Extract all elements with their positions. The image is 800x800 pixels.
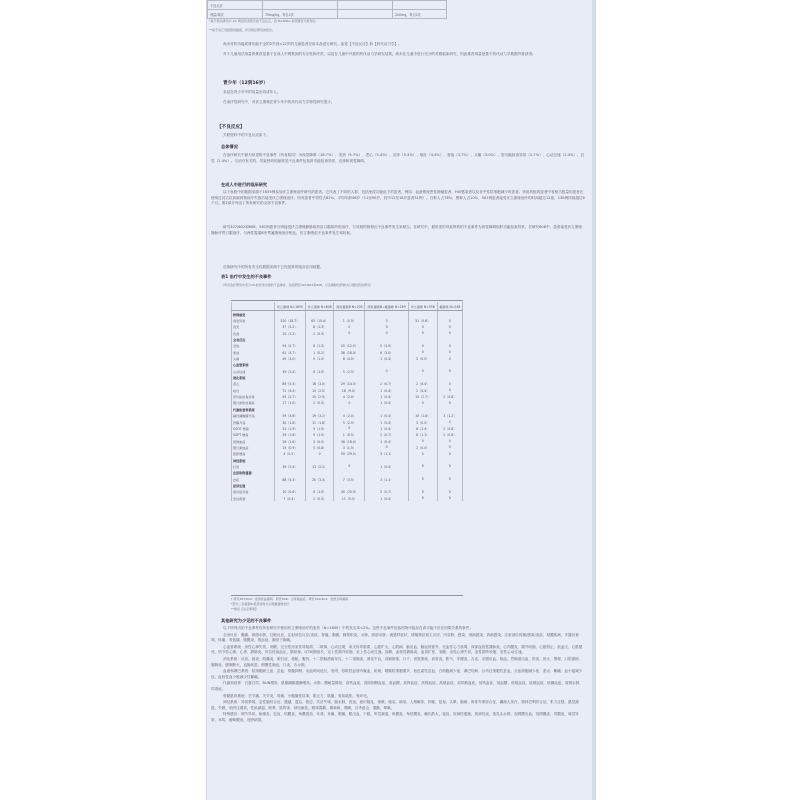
table-cell: 6（1.0） — [305, 489, 334, 495]
table-cell: 63（10.4） — [305, 317, 334, 323]
table-cell: 72（4.4） — [275, 387, 306, 393]
table-cell: 1（0.4） — [365, 400, 408, 406]
table-cell: 1（0.4） — [365, 387, 408, 393]
section-label: 神经系统 — [232, 457, 275, 463]
section-label: 特殊感觉 — [232, 311, 275, 318]
table-cell: 0 — [437, 355, 462, 361]
row-label: 低钾血症 — [232, 438, 275, 444]
section-heading: 【不良反应】 — [217, 125, 245, 130]
section-label: 消化系统 — [232, 374, 275, 380]
table-cell — [275, 311, 306, 318]
table-cell: 0 — [365, 324, 408, 330]
footnote: **基于其它剂量组的数据，详见相应研究的报告。 — [209, 28, 276, 32]
table-cell: 0 — [437, 324, 462, 330]
table-cell: 2（0.8） — [437, 425, 462, 431]
table-row: 不良反应 — [208, 1, 447, 10]
row-label: 恶心 — [232, 381, 275, 387]
section-label: 皮肤和附属器 — [232, 470, 275, 476]
row-label: 头痛 — [232, 355, 275, 361]
table-cell: 6（1.0） — [305, 368, 334, 374]
table-cell: 59（29.5） — [334, 451, 365, 457]
table-cell: 59（3.6） — [275, 413, 306, 419]
paragraph: 对于儿童用法用量的推荐是基于在成人中观察到的安全性和疗效，以及在儿童中开展的药代动力学研究结果。尚未在儿童中进行充分的对照临床研究，因此推荐剂量是基于药代动力学数据外推获得。 — [223, 52, 536, 56]
table-cell: 5（2.5） — [334, 419, 365, 425]
subheading: 在成人中进行的临床研究 — [221, 182, 268, 187]
section-label: 心血管系统 — [232, 362, 275, 368]
table-row — [232, 495, 463, 501]
other-events-block — [211, 626, 585, 725]
table-cell: 9（1.5） — [305, 425, 334, 431]
table-cell: 0 — [408, 489, 437, 495]
table-cell: 3（1.1） — [365, 451, 408, 457]
paragraph: 关联资料中的不良反应如下。 — [223, 133, 270, 137]
table-cell: 0 — [437, 368, 462, 374]
row-label: 呕吐 — [232, 387, 275, 393]
table-cell: 0 — [408, 343, 437, 349]
row-label: 发热 — [232, 343, 275, 349]
table-cell: 0 — [334, 463, 365, 469]
table-cell — [305, 311, 334, 318]
subheading: 总体情况 — [221, 144, 238, 149]
table-cell: 2（0.4） — [408, 444, 437, 450]
row-label: SGPT 增高 — [232, 432, 275, 438]
table-cell: 20（1.2） — [275, 330, 306, 336]
paragraph: 消化系统：厌食，唇炎，胆囊炎，胆石症，便秘，腹泻，十二指肠溃疡穿孔，十二指肠炎，消化不良，吞咽困难，口干，食管溃疡，食管炎，胀气，牙龈炎，舌炎，牙龈出血，呕血，胃肠道出血，肝炎，肝大，黑便，口腔溃疡，胰腺炎，腮腺肿大，直肠疾患，假膜性肠炎，口炎，舌水肿。 — [211, 656, 583, 667]
row-label: 肌酐增高 — [232, 451, 275, 457]
table-header-cell: 两性霉素B→氟康唑 N=269 — [365, 302, 408, 311]
table-cell: 18（9.0） — [334, 387, 365, 393]
row-label: 碱性磷酸酶升高 — [232, 413, 275, 419]
table-cell: 15（2.7） — [408, 393, 437, 399]
table-cell: 1（0.4） — [365, 413, 408, 419]
table-cell: 29（14.5） — [334, 381, 365, 387]
table-cell — [365, 311, 408, 318]
row-label: 急性肾衰 — [232, 495, 275, 501]
table-note: （所有治疗研究中至少1%的患者出现的不良事件，包括研究307/602和608，以及静脉给药转为口服给药的研究） — [221, 283, 373, 287]
table-cell: 25（12.5） — [334, 343, 365, 349]
row-label: 皮疹 — [232, 476, 275, 482]
table-cell: 2（0.8） — [437, 393, 462, 399]
paragraph: 研究307/602和608，561例患者分别接受伏立康唑静脉给药及口服给药的治疗，与对照药物相比不良事件发生率相当。在研究中，最常见的导致停药的不良事件为视觉障碍和肝功能检查异常。在研究608中，患者接受伏立康唑静脉序贯口服治疗，与两性霉素B序贯氟康唑治疗相比，伏立康唑组不良事件发生率较低。 — [211, 225, 582, 235]
table-cell: 15（2.5） — [305, 387, 334, 393]
table-cell: 89（5.4） — [275, 381, 306, 387]
table-cell: 0 — [437, 381, 462, 387]
table-cell: 0 — [437, 400, 462, 406]
table-cell: 8（4.0） — [334, 355, 365, 361]
row-label: 心动过速 — [232, 368, 275, 374]
table-cell: 88（5.3） — [275, 476, 306, 482]
table-cell: 0 — [408, 451, 437, 457]
section-label: 代谢和营养系统 — [232, 406, 275, 412]
document-page — [206, 0, 596, 800]
paragraph: 神经系统：异常梦境，急性脑综合征，激越，遗忘，焦虑，共济失调，脑水肿，昏迷，意识错乱，惊厥，谵妄，痴呆，人格解体，抑郁，复视，头晕，脑病，锥体外系综合征，癫痫大发作，格林巴利综合征，张力过强，感觉减退，失眠，颅内压增高，性欲减退，眩晕，肌阵挛，神经病变，眼球震颤，精神病，嗜睡，自杀意念，震颤，晕厥。 — [211, 700, 579, 710]
table-cell: 9（1.5） — [305, 432, 334, 438]
table-cell: 4（2.0） — [334, 413, 365, 419]
table-cell: 40（20.0） — [334, 489, 365, 495]
table-cell: 0 — [437, 476, 462, 482]
table-cell: 0 — [408, 349, 437, 355]
table-cell: 2（0.3） — [305, 495, 334, 501]
table-cell: 310（18.7） — [275, 317, 306, 323]
row-label: 肝酶升高 — [232, 419, 275, 425]
table-cell: 1（0.4） — [365, 463, 408, 469]
table-cell: 45（2.7） — [275, 393, 306, 399]
table-cell: 1（0.5） — [334, 317, 365, 323]
paragraph: 特殊感官：调节异常，睑缘炎，色盲，结膜炎，角膜混浊，耳聋，耳痛，眼痛，眼出血，干眼，听觉减退，角膜炎，角结膜炎，瞳孔散大，夜盲，视神经萎缩，视神经炎，视乳头水肿，视网膜出血，视网膜炎，巩膜炎，味觉异常，耳鸣，葡萄膜炎，视野缺损。 — [211, 712, 579, 722]
table-cell — [334, 311, 365, 318]
table-cell: 0 — [437, 349, 462, 355]
table-cell: 0 — [365, 330, 408, 336]
table-cell: 39（2.4） — [275, 368, 306, 374]
table-cell: 3（1.5） — [334, 444, 365, 450]
table-cell: 0 — [408, 330, 437, 336]
table-cell: 1（0.4） — [365, 438, 408, 444]
row-label: 胆汁淤积性黄疸 — [232, 400, 275, 406]
table-cell: 61（3.7） — [275, 349, 306, 355]
table-cell: 13（2.1） — [305, 463, 334, 469]
table-cell: 26（1.6） — [275, 438, 306, 444]
table-cell: 7（3.5） — [334, 476, 365, 482]
table-cell: 10（0.6） — [275, 489, 306, 495]
table-cell: 1（0.4） — [365, 419, 408, 425]
table-header-cell: 氟康唑 N=248 — [437, 302, 462, 311]
table-cell: 31（5.6） — [408, 317, 437, 323]
table-header-cell — [232, 302, 275, 311]
table-cell: 15（2.5） — [305, 393, 334, 399]
table-header-cell: 伏立康唑 N=608 — [305, 302, 334, 311]
table-cell: 7（0.4） — [275, 495, 306, 501]
table-cell: 0 — [437, 451, 462, 457]
table-cell: 36（18.0） — [334, 349, 365, 355]
paragraph: 心血管系统：房性心律失常，房颤，完全性房室传导阻滞，二联律，心动过缓，束支传导阻滞，心脏扩大，心肌病，脑出血，脑血管意外，充血性心力衰竭，深部血栓性静脉炎，心内膜炎，期外收缩，心脏停止，低血压，心肌梗死，结节性心律，心悸，静脉炎，体位性低血压，肺栓塞，QT间期延长，室上性期外收缩，室上性心动过速，昏厥，血栓性静脉炎，血管扩张，室颤，室性心律失常，室性期外收缩，室性心动过速。 — [211, 644, 583, 655]
table-footnote: *部分二性霉素B 组患者转为口服氟康唑治疗 — [231, 602, 290, 606]
table-cell: 9（1.5） — [305, 355, 334, 361]
table-cell: 8（3.0） — [365, 349, 408, 355]
table-cell: 0 — [408, 495, 437, 501]
table-cell: 29（1.8） — [275, 432, 306, 438]
table-header-cell: 伏立康唑 N=1655 — [275, 302, 306, 311]
paragraph: 骨骼肌肉系统：关节痛，关节炎，骨痛，小腿痛性痉挛，肌无力，肌痛，骨质疏松，骨坏死。 — [223, 693, 371, 698]
table-cell: 49（3.0） — [275, 355, 306, 361]
adverse-events-table — [231, 302, 463, 501]
row-label: 色视 — [232, 330, 275, 336]
table-cell: 10（1.8） — [408, 413, 437, 419]
table-cell: 0 — [365, 444, 408, 450]
table-cell: 8（1.3） — [305, 343, 334, 349]
table-cell: 1（0.4） — [365, 393, 408, 399]
table-cell: 0 — [437, 495, 462, 501]
table-cell: 2（0.4） — [408, 381, 437, 387]
table-cell: 1（0.2） — [305, 349, 334, 355]
paragraph: 全身反应：腹痛，颜面水肿，过敏反应，注射部位反应/炎症，背痛，胸痛，蜂窝织炎，水肿，面部水肿，流感样症状，移植物抗宿主反应，肉芽肿，感染，细菌感染，真菌感染，注射部位疼痛/感染/炎症，黏膜疾病，多器官衰竭，疼痛，骨盆痛，腹膜炎，败血症，胸骨下胸痛。 — [211, 632, 579, 643]
paragraph: 本品在青少年中的用量应同成年人。 — [223, 90, 281, 94]
table-cell: 0 — [437, 330, 462, 336]
table-cell: 2（0.7） — [365, 489, 408, 495]
paragraph: 血液和淋巴系统：粒细胞缺乏症，贫血，骨髓抑制，出血时间延长，发绀，弥散性血管内凝血，瘀斑，嗜酸粒细胞增多，低色素性贫血，白细胞减少症，淋巴结病，巨幼红细胞性贫血，全血细胞减少症，淤点，紫癜，血小板减少症，血栓性血小板减少性紫癜。 — [211, 669, 583, 679]
row-label: 畏光 — [232, 324, 275, 330]
table-cell: 2（0.3） — [305, 400, 334, 406]
table-cell: 4（0.2） — [275, 451, 306, 457]
table-cell: 0 — [408, 438, 437, 444]
table-cell: 0 — [437, 387, 462, 393]
paragraph: 在治疗性研究中，对伏立康唑在青少年中的药代动力学特性研究很少。 — [223, 100, 335, 104]
table-cell: 1（0.5） — [334, 432, 365, 438]
table-cell: 5（2.5） — [334, 368, 365, 374]
table-cell: 2（0.7） — [365, 432, 408, 438]
table-cell: 0 — [305, 451, 334, 457]
table-cell: 2（0.7） — [365, 381, 408, 387]
table-cell: 0 — [408, 368, 437, 374]
table-cell: 2（0.3） — [305, 330, 334, 336]
table-cell: 0 — [437, 489, 462, 495]
table-cell — [437, 311, 462, 318]
table-cell: 2（0.4） — [408, 387, 437, 393]
table-cell: 18（3.0） — [305, 381, 334, 387]
subheading: 其他研究为少见的不良事件 — [221, 618, 272, 623]
table-cell — [408, 311, 437, 318]
table-cell: 1（0.4） — [365, 495, 408, 501]
row-label: 肝功能检查异常 — [232, 393, 275, 399]
paragraph: 后续研究中的所有安全性数据来源于已经批准的临床应用数据。 — [223, 265, 324, 269]
table-cell: 3（1.2） — [437, 413, 462, 419]
table-cell: 5（1.9） — [365, 343, 408, 349]
section-label: 全身反应 — [232, 336, 275, 342]
table-cell: 0 — [334, 425, 365, 431]
section-heading: 青少年（12到16岁） — [223, 81, 268, 86]
row-label: 寒战 — [232, 349, 275, 355]
table-cell: 0 — [408, 476, 437, 482]
table-cell: 0 — [437, 343, 462, 349]
table-cell: 36（18.0） — [334, 438, 365, 444]
table-cell: 0 — [437, 419, 462, 425]
table-header-cell: 伏立康唑 N=556 — [408, 302, 437, 311]
table-title: 表1 治疗中发生的不良事件 — [221, 274, 272, 279]
table-cell: 1（0.4） — [365, 355, 408, 361]
table-cell: 0 — [408, 463, 437, 469]
table-cell: 3（1.1） — [365, 476, 408, 482]
table-cell: 39（2.4） — [275, 463, 306, 469]
table-cell: 94（5.7） — [275, 343, 306, 349]
paragraph: 以下表格中的数据来源于1655例参加伏立康唑治疗研究的患者。它代表了不同的人群，包括免疫功能低下的患者，例如：血液系统恶性肿瘤患者、HIV感染者以及非中性粒细胞减少的患者。该用药组的患者中有相当数量的患者在使用过其它抗真菌药物治疗失败后接受伏立康唑治疗。所有患者中男性占62%，平均年龄46岁（11至90岁，其中12至18岁患者51例）。白种人占78%，黑种人占10%，561例患者接受伏立康唑治疗的时间超过12周，136例持续超过6个月。第2部分列出了所有研究的全部不良事件。 — [211, 190, 585, 206]
paragraph: 代谢和营养：白蛋白尿，BUN增高，肌酸磷酸激酶增高，水肿，糖耐量降低，高钙血症，高胆固醇血症，高血糖，高钾血症，高镁血症，高钠血症，高尿酸血症，低钙血症，低血糖，低镁血症，低钠血症，低磷血症，周围水肿，尿毒症。 — [211, 681, 583, 691]
table-cell: 8（1.4） — [408, 425, 437, 431]
paragraph: 在治疗研究中最为常见的不良事件（所有原因）为视觉障碍（18.7%）、发热（5.7%）、恶心（5.4%）、皮疹（5.3%）、呕吐（4.4%）、寒战（3.7%）、头痛（3.0%）、肝功能检查异常（2.7%）、心动过速（2.4%）、幻觉（2.4%）。与治疗有关的、导致停药的最常见不良事件包括肝功能检查异常、皮疹和视觉障碍。 — [211, 153, 585, 163]
table-cell: 1（0.4） — [365, 425, 408, 431]
table-cell: 20（3.3） — [305, 476, 334, 482]
section-label: 泌尿生殖 — [232, 482, 275, 488]
table-cell: 0 — [334, 400, 365, 406]
paragraph: 尚未对肝功能或肾功能不全的2岁到<12岁的儿童患者应用本品进行研究。参见【不良反应】和【药代动力学】。 — [223, 42, 402, 46]
table-cell: 3（0.5） — [408, 419, 437, 425]
table-cell: 4（2.0） — [334, 393, 365, 399]
dosage-table — [207, 0, 447, 19]
table-cell: 31（1.9） — [275, 425, 306, 431]
row-label: 胆红素血症 — [232, 444, 275, 450]
table-cell: 0 — [437, 444, 462, 450]
row-label: 肾功能异常 — [232, 489, 275, 495]
row-label: SGOT 增高 — [232, 425, 275, 431]
table-cell: 0 — [408, 324, 437, 330]
table-cell: 2（0.8） — [437, 432, 462, 438]
table-cell: 8（1.3） — [305, 324, 334, 330]
table-cell: 17（1.0） — [275, 400, 306, 406]
table-footnote: **参见【注意事项】 — [231, 607, 259, 611]
table-header-cell: 两性霉素B N=200 — [334, 302, 365, 311]
table-cell: 0 — [408, 400, 437, 406]
table-cell: 0 — [334, 324, 365, 330]
table-cell: 11（5.5） — [334, 495, 365, 501]
table-cell: 5（0.8） — [305, 444, 334, 450]
table-footnote: † 研究307/602：侵袭性曲霉病；研究608：念珠菌血症；研究150/304：食管念珠菌病 — [231, 597, 349, 601]
table-cell: 3（0.5） — [408, 355, 437, 361]
table-header-row — [232, 302, 463, 311]
table-cell: 0 — [437, 438, 462, 444]
table-section-row — [232, 311, 463, 318]
table-cell: 0 — [365, 317, 408, 323]
row-label: 视觉异常 — [232, 317, 275, 323]
table-cell: 37（2.2） — [275, 324, 306, 330]
table-cell: 19（3.1） — [305, 413, 334, 419]
table-cell: 0 — [437, 463, 462, 469]
table-cell: 30（1.8） — [275, 419, 306, 425]
table-cell: 6（1.1） — [408, 432, 437, 438]
row-label: 幻觉 — [232, 463, 275, 469]
table-cell: 0 — [334, 330, 365, 336]
table-cell: 15（0.9） — [275, 444, 306, 450]
table-cell: 11（1.8） — [305, 419, 334, 425]
table-row: 剂量/频次 75mg/kg，每日2次 200mg，每日2次 — [208, 10, 447, 19]
table-cell: 0 — [437, 317, 462, 323]
table-cell: 0 — [365, 368, 408, 374]
table-cell: 3（0.5） — [305, 438, 334, 444]
paragraph: 以下所列出的不良事件在所有研究中使用伏立康唑治疗的患者（N=1655）中的发生率<2%。这些不良事件包括药物可能存在或可能不存在因果关系的事件。 — [223, 626, 473, 630]
footnote: *基于相关研究中 ≥1 例受试者报告的不良反应，按 MedDRA 系统器官分类列出。 — [209, 19, 319, 23]
